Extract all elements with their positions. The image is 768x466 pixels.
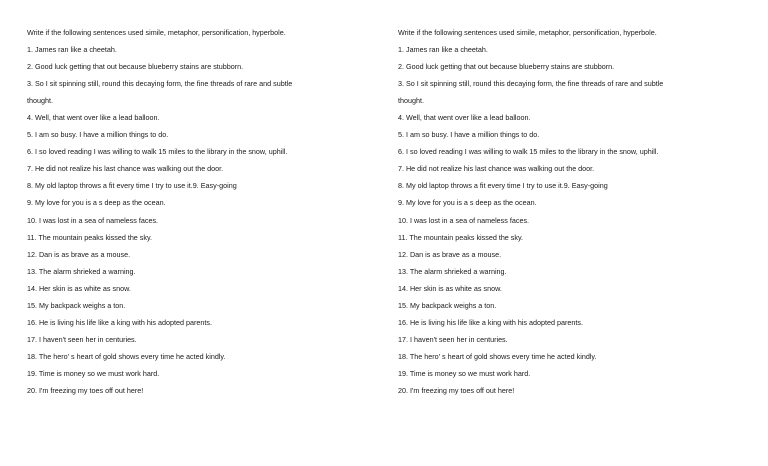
sentence-10: 10. I was lost in a sea of nameless faces. [398,215,530,225]
sentence-14: 14. Her skin is as white as snow. [398,283,502,293]
worksheet-column-right [398,24,743,399]
sentence-17: 17. I haven't seen her in centuries. [398,334,508,344]
sentence-2: 2. Good luck getting that out because blueberry stains are stubborn. [398,62,615,72]
sentence-1: 1. James ran like a cheetah. [398,45,488,55]
sentence-20: 20. I'm freezing my toes off out here! [27,385,144,395]
sentence-3: 3. So I sit spinning still, round this decaying form, the fine threads of rare and subtle [27,79,293,89]
sentence-6: 6. I so loved reading I was willing to walk 15 miles to the library in the snow, uphill. [398,147,659,157]
sentence-18: 18. The hero' s heart of gold shows every time he acted kindly. [27,351,226,361]
sentence-15: 15. My backpack weighs a ton. [27,300,126,310]
sentence-8: 8. My old laptop throws a fit every time I try to use it.9. Easy-going [398,181,608,191]
sentence-18: 18. The hero' s heart of gold shows every time he acted kindly. [398,351,597,361]
sentence-13: 13. The alarm shrieked a warning. [27,266,136,276]
sentence-4: 4. Well, that went over like a lead balloon. [398,113,531,123]
sentence-3: 3. So I sit spinning still, round this decaying form, the fine threads of rare and subtle [398,79,664,89]
sentence-2: 2. Good luck getting that out because blueberry stains are stubborn. [27,62,244,72]
sentence-12: 12. Dan is as brave as a mouse. [398,249,502,259]
sentence-19: 19. Time is money so we must work hard. [398,368,531,378]
sentence-1: 1. James ran like a cheetah. [27,45,117,55]
sentence-10: 10. I was lost in a sea of nameless faces. [27,215,159,225]
sentence-20: 20. I'm freezing my toes off out here! [398,385,515,395]
sentence-7: 7. He did not realize his last chance was walking out the door. [27,164,224,174]
sentence-17: 17. I haven't seen her in centuries. [27,334,137,344]
sentence-9: 9. My love for you is a s deep as the ocean. [27,198,166,208]
sentence-19: 19. Time is money so we must work hard. [27,368,160,378]
sentence-11: 11. The mountain peaks kissed the sky. [398,232,524,242]
sentence-5: 5. I am so busy. I have a million things to do. [27,130,169,140]
sentence-5: 5. I am so busy. I have a million things to do. [398,130,540,140]
sentence-15: 15. My backpack weighs a ton. [398,300,497,310]
worksheet-column-left [27,24,372,399]
sentence-8: 8. My old laptop throws a fit every time I try to use it.9. Easy-going [27,181,237,191]
instruction: Write if the following sentences used simile, metaphor, personification, hyperbole. [27,28,286,37]
instruction: Write if the following sentences used simile, metaphor, personification, hyperbole. [398,28,657,37]
sentence-14: 14. Her skin is as white as snow. [27,283,131,293]
sentence-13: 13. The alarm shrieked a warning. [398,266,507,276]
sentence-16: 16. He is living his life like a king with his adopted parents. [27,317,212,327]
sentence-9: 9. My love for you is a s deep as the ocean. [398,198,537,208]
sentence-3-continued: thought. [398,96,424,106]
sentence-3-continued: thought. [27,96,53,106]
sentence-6: 6. I so loved reading I was willing to walk 15 miles to the library in the snow, uphill. [27,147,288,157]
sentence-16: 16. He is living his life like a king with his adopted parents. [398,317,583,327]
sentence-11: 11. The mountain peaks kissed the sky. [27,232,153,242]
sentence-12: 12. Dan is as brave as a mouse. [27,249,131,259]
sentence-4: 4. Well, that went over like a lead balloon. [27,113,160,123]
sentence-7: 7. He did not realize his last chance was walking out the door. [398,164,595,174]
